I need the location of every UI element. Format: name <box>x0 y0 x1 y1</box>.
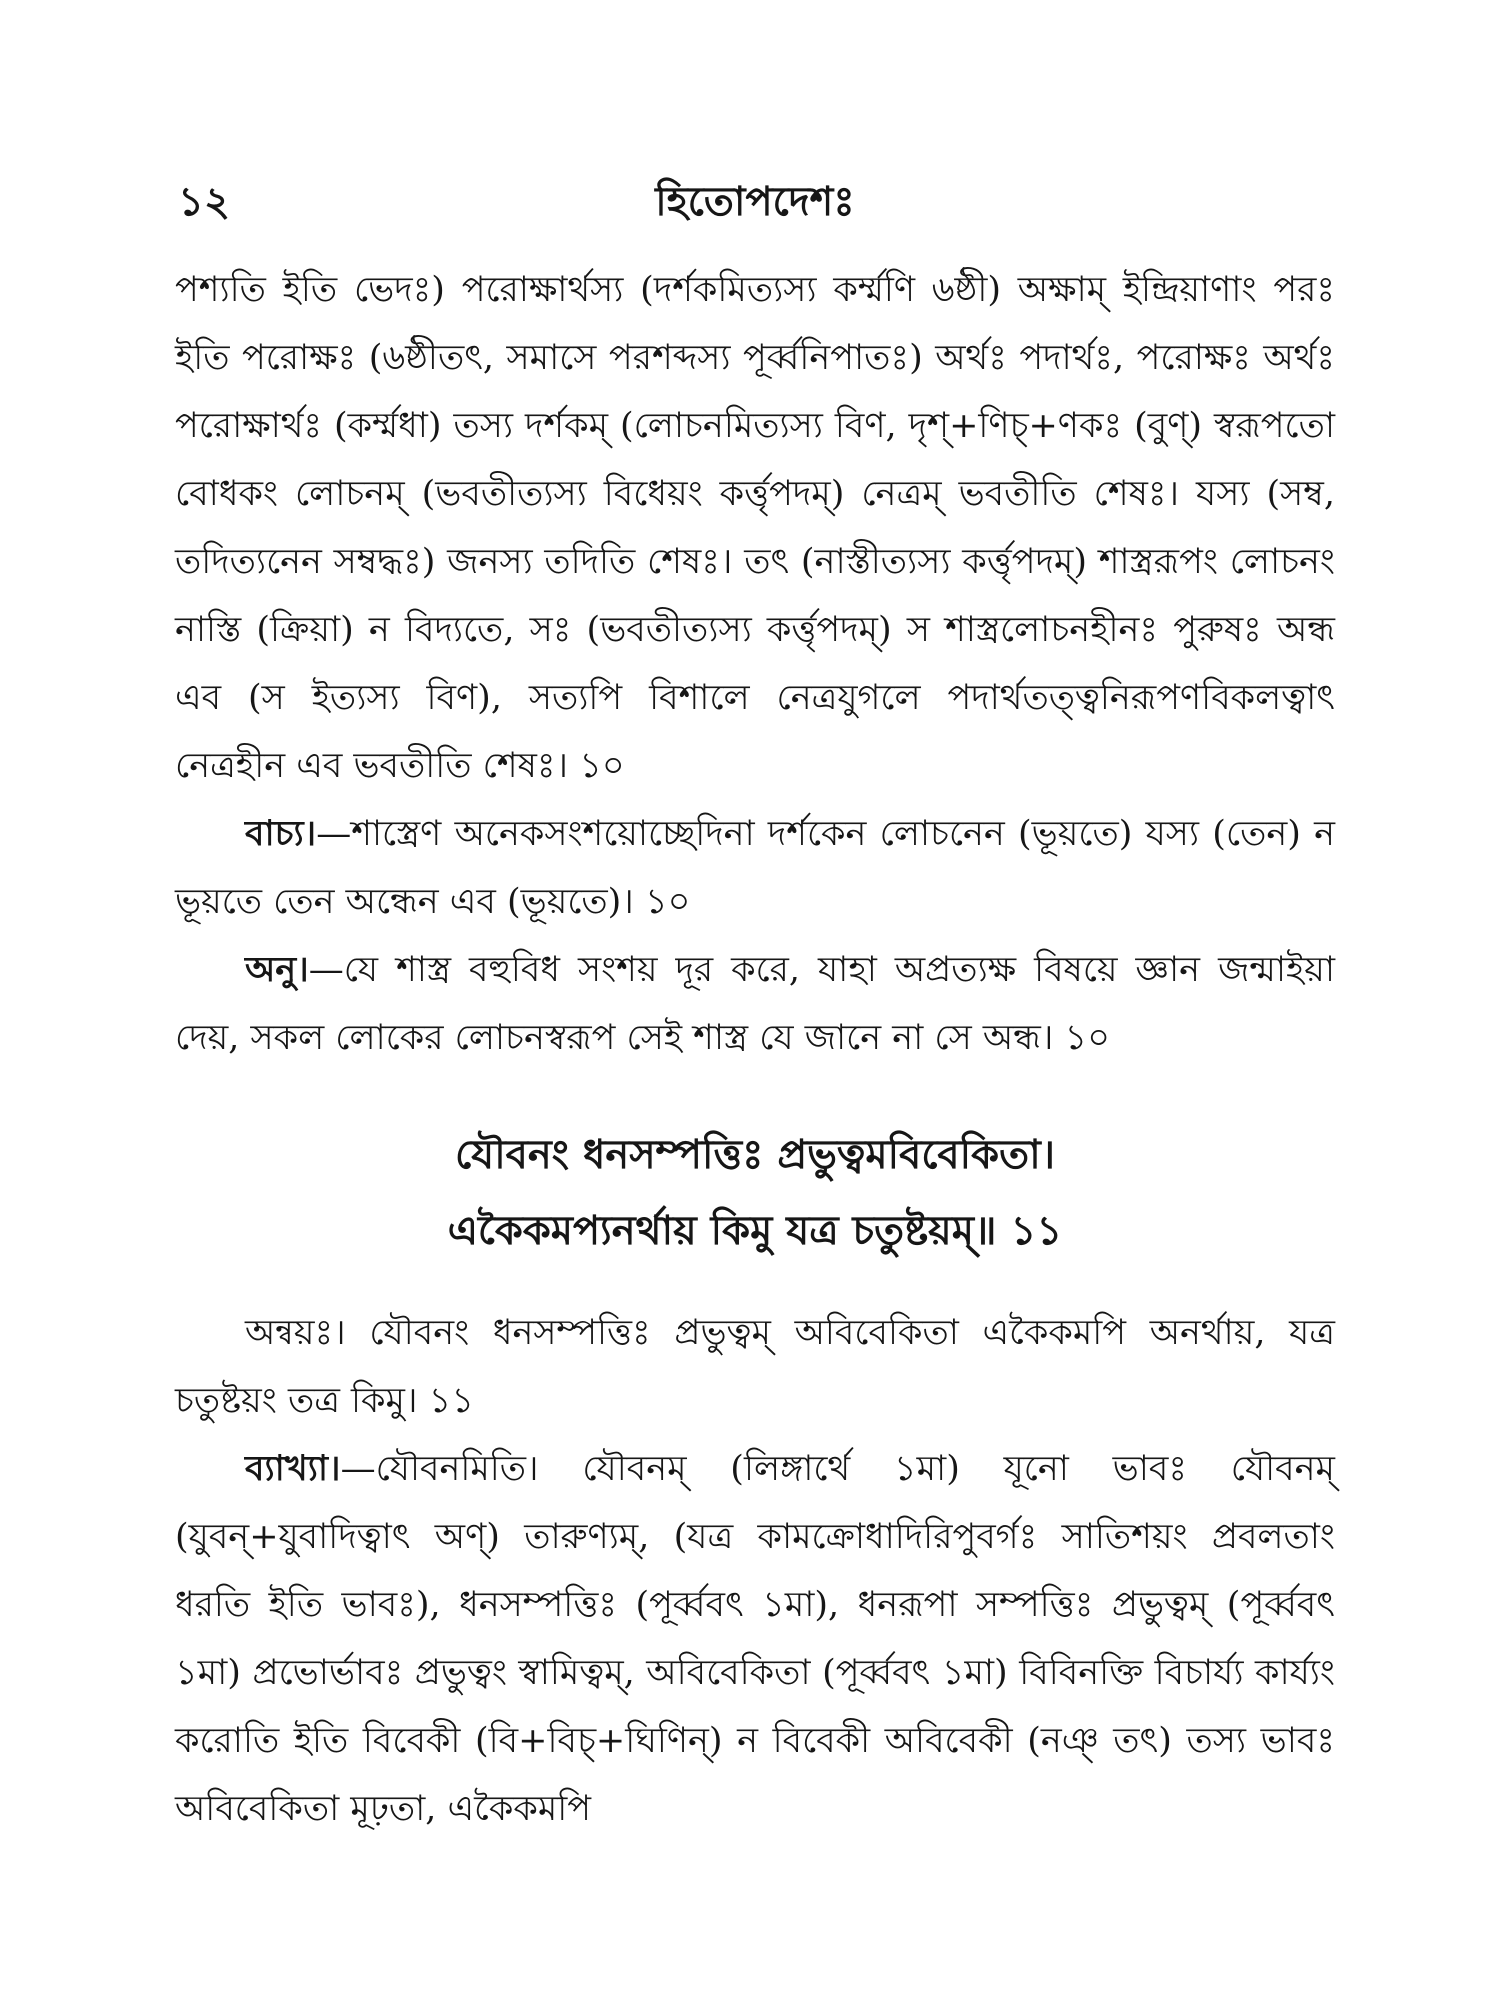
running-title: হিতোপদেশঃ <box>655 178 855 225</box>
vachya-label: বাচ্য। <box>245 813 317 854</box>
verse-11 <box>175 1117 1335 1269</box>
translation-text: —যে শাস্ত্র বহুবিধ সংশয় দূর করে, যাহা অপ্রত্যক্ষ বিষয়ে জ্ঞান জন্মাইয়া দেয়, সকল লোকের লোচনস্বরূপ সেই শাস্ত্র যে জানে না সে অন্ধ। ১০ <box>175 950 1335 1058</box>
anvaya-text: যৌবনং ধনসম্পত্তিঃ প্রভুত্বম্ অবিবেকিতা একৈকমপি অনর্থায়, যত্র চতুষ্টয়ং তত্র কিমু। ১১ <box>175 1313 1335 1421</box>
explanation-paragraph <box>175 1435 1335 1843</box>
verse-line-2: একৈকমপ্যনর্থায় কিমু যত্র চতুষ্টয়ম্॥ ১১ <box>447 1207 1063 1254</box>
page-header <box>175 170 1335 234</box>
book-page <box>175 170 1335 1843</box>
anvaya-paragraph <box>175 1299 1335 1435</box>
page-number: ১২ <box>178 178 230 225</box>
commentary-paragraph-1: পশ্যতি ইতি ভেদঃ) পরোক্ষার্থস্য (দর্শকমিত্যস্য কর্ম্মণি ৬ষ্ঠী) অক্ষাম্ ইন্দ্রিয়াণাং পরঃ ইতি পরোক্ষঃ (৬ষ্ঠীতৎ, সমাসে পরশব্দস্য পূর্ব্বনিপাতঃ) অর্থঃ পদার্থঃ, পরোক্ষঃ অর্থঃ পরোক্ষার্থঃ (কর্ম্মধা) তস্য দর্শকম্ (লোচনমিত্যস্য বিণ, দৃশ্+ণিচ্+ণকঃ (বুণ্) স্বরূপতো বোধকং লোচনম্ (ভবতীত্যস্য বিধেয়ং কর্ত্তৃপদম্) নেত্রম্ ভবতীতি শেষঃ। যস্য (সম্ব, তদিত্যনেন সম্বদ্ধঃ) জনস্য তদিতি শেষঃ। তৎ (নাস্তীত্যস্য কর্ত্তৃপদম্) শাস্ত্ররূপং লোচনং নাস্তি (ক্রিয়া) ন বিদ্যতে, সঃ (ভবতীত্যস্য কর্ত্তৃপদম্) স শাস্ত্রলোচনহীনঃ পুরুষঃ অন্ধ এব (স ইত্যস্য বিণ), সত্যপি বিশালে নেত্রযুগলে পদার্থতত্ত্বনিরূপণবিকলত্বাৎ নেত্রহীন এব ভবতীতি শেষঃ। ১০ <box>175 270 1335 786</box>
translation-label: অনু। <box>245 949 309 990</box>
translation-paragraph <box>175 936 1335 1072</box>
verse-line-1: যৌবনং ধনসম্পত্তিঃ প্রভুত্বমবিবেকিতা। <box>454 1131 1056 1178</box>
explanation-label: ব্যাখ্যা। <box>245 1448 341 1489</box>
explanation-text: —যৌবনমিতি। যৌবনম্ (লিঙ্গার্থে ১মা) যূনো ভাবঃ যৌবনম্ (যুবন্+যুবাদিত্বাৎ অণ্) তারুণ্যম্, (যত্র কামক্রোধাদিরিপুবর্গঃ সাতিশয়ং প্রবলতাং ধরতি ইতি ভাবঃ), ধনসম্পত্তিঃ (পূর্ব্ববৎ ১মা), ধনরূপা সম্পত্তিঃ প্রভুত্বম্ (পূর্ব্ববৎ ১মা) প্রভোর্ভাবঃ প্রভুত্বং স্বামিত্বম্, অবিবেকিতা (পূর্ব্ববৎ ১মা) বিবিনক্তি বিচার্য্য কার্য্যং করোতি ইতি বিবেকী (বি+বিচ্+ঘিণিন্) ন বিবেকী অবিবেকী (নঞ্ তৎ) তস্য ভাবঃ অবিবেকিতা মূঢ়তা, একৈকমপি <box>175 1449 1335 1829</box>
anvaya-label: অন্বয়ঃ। <box>245 1313 346 1353</box>
vachya-text: —শাস্ত্রেণ অনেকসংশয়োচ্ছেদিনা দর্শকেন লোচনেন (ভূয়তে) যস্য (তেন) ন ভূয়তে তেন অন্ধেন এব (ভূয়তে)। ১০ <box>175 814 1335 922</box>
vachya-paragraph <box>175 800 1335 936</box>
